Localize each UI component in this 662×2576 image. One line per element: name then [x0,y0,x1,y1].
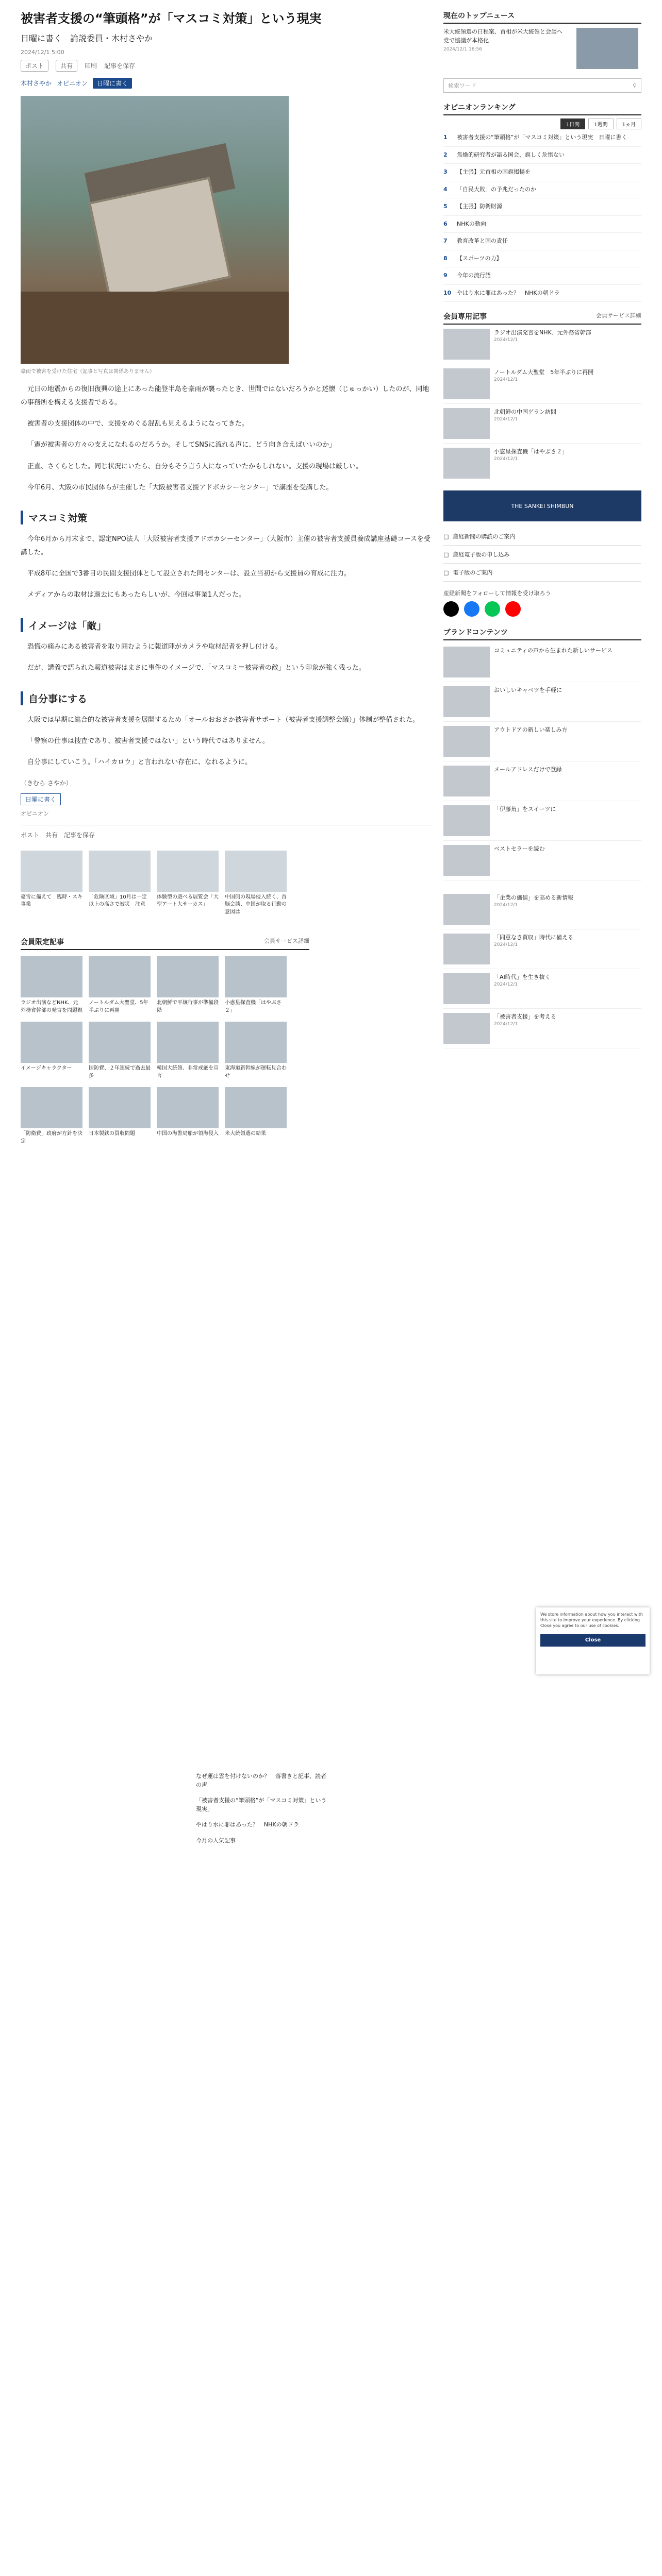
search-box[interactable] [443,78,641,93]
section-heading: イメージは「敵」 [21,618,433,632]
recommended-card[interactable] [157,1022,219,1080]
card-thumb [21,956,82,997]
recommended-card[interactable] [21,1087,82,1145]
rank-title: NHKの動向 [457,220,486,227]
menu-item[interactable] [443,564,641,582]
card-title: ラジオ出演などNHK、元外務省幹部の発言を問題視 [21,1000,82,1013]
card-thumb [225,1022,287,1063]
member-more-link[interactable]: 会員サービス詳細 [596,312,641,319]
related-card[interactable] [157,851,219,917]
hero-image [21,96,289,364]
related-title: 体験型の遊べる展覧会「大型アート大サーカス」 [157,894,219,908]
card-thumb [225,956,287,997]
card-title: 北朝鮮で平壌行事が準備段階 [157,1000,219,1013]
rank-title: 被害者支援の“筆頭格”が「マスコミ対策」という現実 日曜に書く [457,134,627,141]
partner-title: 「企業の価値」を高める新情報 [494,894,573,901]
partner-thumb [443,1013,490,1044]
paragraph: 「警察の仕事は捜査であり、被害者支援ではない」という時代ではありません。 [27,737,269,745]
ranking-item[interactable] [443,198,641,216]
member-thumb [443,448,490,479]
brand-title: アウトドアの新しい楽しみ方 [494,726,568,733]
member-title: ラジオ出演発言をNHK、元外務省幹部 [494,329,591,336]
partner-date: 2024/12/1 [494,902,518,908]
related-card[interactable] [21,851,82,917]
card-title: 日本製鉄の買収問題 [89,1131,135,1137]
recommended-card[interactable] [225,956,287,1014]
text-link[interactable]: 「被害者支援の“筆頭格”が「マスコミ対策」という現実」 [196,1797,327,1812]
ranking-item[interactable] [443,233,641,250]
top-news-heading: 現在のトップニュース [443,10,641,24]
partner-date: 2024/12/1 [494,942,518,947]
doc-icon: □ [443,551,449,558]
recommended-card[interactable] [225,1022,287,1080]
rank-title: 教育改革と国の責任 [457,238,508,244]
related-title: 「危険区域」10月は一定以上の高さで被災 注意 [89,894,147,908]
paragraph: 自分事にしていこう。「ハイカロウ」と言われない存在に、なれるように。 [27,758,252,767]
partner-item[interactable] [443,890,641,929]
card-thumb [21,1087,82,1128]
recommended-card[interactable] [157,1087,219,1145]
paragraph: 元日の地震からの復旧復興の途上にあった能登半島を豪雨が襲ったとき、世間ではないだろうかと述懐（じゅっかい）したのが、同地の事務所を構える支援者である。 [21,385,429,406]
rank-number: 3 [443,168,448,175]
partner-thumb [443,934,490,964]
member-title: ノートルダム大聖堂 5年半ぶりに再開 [494,369,594,376]
brand-thumb [443,647,490,677]
sidebar [443,10,641,1048]
hero-caption: 豪雨で被害を受けた住宅（記事と写真は関係ありません） [21,369,155,375]
ranking-item[interactable] [443,250,641,268]
rank-number: 1 [443,134,448,141]
card-thumb [225,1087,287,1128]
brand-thumb [443,845,490,876]
recommended-header [21,937,309,950]
paragraph: だが、講義で語られた報道被害はまさに事件のイメージで、「マスコミ＝被害者の敵」という印象が強く残った。 [27,664,366,672]
article-byline: 日曜に書く 論説委員・木村さやか [21,33,153,44]
author-row [21,78,433,89]
top-news-thumb [576,28,638,69]
recommended-card[interactable] [89,1087,151,1145]
member-item[interactable] [443,444,641,483]
section-heading: 自分事にする [21,691,433,705]
brand-thumb [443,805,490,836]
article-title: 被害者支援の“筆頭格”が「マスコミ対策」という現実 [21,11,322,26]
card-title: 小惑星探査機「はやぶさ２」 [225,1000,282,1013]
member-thumb [443,408,490,439]
print-button[interactable]: 印刷 [85,62,97,70]
brand-thumb [443,686,490,717]
brand-item[interactable] [443,841,641,880]
related-title: 中国側の現場侵入続く、首脳会談、中国が取る行動の意図は [225,894,287,915]
card-title: ノートルダム大聖堂、5年半ぶりに再開 [89,1000,148,1013]
post-button[interactable]: ポスト [21,60,48,72]
card-title: 東海道新幹線が運転見合わせ [225,1065,287,1079]
paragraph: 被害者の支援団体の中で、支援をめぐる混乱も見えるようになってきた。 [27,420,249,428]
line-icon[interactable] [485,601,500,617]
recommended-section [21,937,309,1145]
category-link[interactable]: オピニオン [57,80,88,88]
recommended-card[interactable] [225,1087,287,1145]
doc-icon: □ [443,569,449,576]
related-card[interactable] [225,851,287,917]
card-title: イメージキャラクター [21,1065,72,1072]
hero-mud [21,292,289,364]
menu-item[interactable] [443,546,641,564]
card-thumb [157,1087,219,1128]
save-article-button[interactable]: 記事を保存 [104,62,136,70]
card-thumb [21,1022,82,1063]
ranking-item[interactable] [443,147,641,164]
related-thumb [21,851,82,892]
partner-date: 2024/12/1 [494,981,518,987]
recommended-more-link[interactable]: 会員サービス詳細 [264,938,309,945]
related-title: 豪雪に備えて 臨時・スキ事業 [21,894,82,908]
partner-thumb [443,894,490,925]
member-date: 2024/12/1 [494,337,518,343]
top-news-item[interactable] [443,28,641,69]
related-thumb [157,851,219,892]
recommended-card[interactable] [157,956,219,1014]
tag-link[interactable]: 日曜に書く [21,793,61,805]
social-icons [443,601,641,617]
top-news-date: 2024/12/1 16:56 [443,47,482,52]
ranking-item[interactable] [443,164,641,181]
member-date: 2024/12/1 [494,456,518,462]
share-button[interactable]: 共有 [45,831,58,839]
top-news-title: 米大統領選の日程案、首相が米大統領と会談へ 党で協議が本格化 [443,28,568,44]
partner-title: 「同意なき買収」時代に備える [494,934,573,941]
member-heading: 会員専用記事 [443,313,487,321]
recommended-heading: 会員限定記事 [21,938,64,947]
recommended-card[interactable] [21,1022,82,1080]
share-bar [21,825,433,839]
brand-item[interactable] [443,722,641,761]
card-thumb [89,1022,151,1063]
cookie-text: We store information about how you interact with this site to improve your experience. By clicking Close you agree to our use of cookies. [540,1612,643,1629]
menu-label: 電子版のご案内 [453,569,493,576]
text-link[interactable]: 今月の人気記事 [196,1837,236,1844]
member-date: 2024/12/1 [494,377,518,382]
recommended-grid [21,956,309,1145]
x-icon[interactable] [443,601,459,617]
tab-1week[interactable]: 1週間 [588,118,613,129]
ranking-item[interactable] [443,216,641,233]
brand-list [443,642,641,880]
column-tag[interactable]: 日曜に書く [93,78,132,89]
partner-item[interactable] [443,1009,641,1048]
paragraph: 今年6月、大阪の市民団体らが主催した「大阪被害者支援アドボカシーセンター」で講座を受講した。 [27,484,333,492]
ranking-item[interactable] [443,267,641,285]
text-link[interactable]: なぜ運は雲を付けないのか？ 落書きと記事、読者の声 [196,1773,326,1788]
member-list [443,325,641,483]
ranking-item[interactable] [443,129,641,147]
section-heading: マスコミ対策 [21,511,433,524]
related-thumb [225,851,287,892]
paragraph: 今年6月から月末まで、認定NPO法人「大阪被害者支援アドボカシーセンター」（大阪市）主催の被害者支援員養成講座基礎コースを受講した。 [21,535,431,556]
text-links [196,1772,330,1852]
ranking-tabs [443,118,641,129]
brand-item[interactable] [443,682,641,722]
genre-link[interactable]: オピニオン [21,810,49,817]
signoff: （きむら さやか） [21,779,72,787]
menu-label: 産経新聞の購読のご案内 [453,533,516,540]
doc-icon: □ [443,533,449,540]
rank-number: 2 [443,151,448,158]
recommended-card[interactable] [21,956,82,1014]
partner-title: 「AI時代」を生き抜く [494,974,551,980]
rank-number: 7 [443,238,448,244]
ranking-heading: オピニオンランキング [443,102,641,115]
rank-title: 今年の流行語 [457,272,491,279]
search-input[interactable]: 検索ワード [448,82,476,89]
tab-1month[interactable]: 1ヵ月 [617,118,641,129]
rank-number: 4 [443,185,448,193]
facebook-icon[interactable] [464,601,479,617]
member-date: 2024/12/1 [494,416,518,422]
partner-item[interactable] [443,969,641,1009]
author-link[interactable]: 木村さやか [21,80,52,88]
ad-banner[interactable]: THE SANKEI SHIMBUN [443,490,641,521]
article-tools [21,60,433,72]
article-date: 2024/12/1 5:00 [21,49,64,56]
card-thumb [89,1087,151,1128]
rank-title: 焦燥的研究者が語る国会、旗しく危惧ない [457,151,565,158]
member-thumb [443,329,490,360]
card-title: 米大統領選の結果 [225,1131,266,1137]
paragraph: メディアからの取材は過去にもあったらしいが、今回は事業1人だった。 [27,591,246,599]
member-item[interactable] [443,364,641,404]
rank-title: やはり水に罪はあった？ NHKの朝ドラ [457,289,560,296]
follow-text: 産経新聞をフォローして情報を受け取ろう [443,590,551,597]
tags-row [21,793,433,805]
rank-number: 10 [443,289,452,296]
card-title: 「防衛費」政府が方針を決定 [21,1131,82,1144]
rank-title: 「自民大敗」の予兆だったのか [457,185,536,193]
paragraph: 「憲が被害者の方々の支えになれるのだろうか。そしてSNSに流れる声に、どう向き合えばいいのか」 [27,441,336,449]
article-body [21,383,433,839]
menu-item[interactable] [443,528,641,546]
cookie-banner [536,1607,650,1674]
card-title: 国防費、２年連続で過去最多 [89,1065,151,1079]
member-item[interactable] [443,325,641,364]
recommended-card[interactable] [89,956,151,1014]
rank-title: 【主張】元首相の国旗掲揚を [457,168,531,175]
tab-1day[interactable]: 1日間 [560,118,585,129]
partner-news [443,890,641,1048]
partner-title: 「被害者支援」を考える [494,1013,556,1020]
member-title: 小惑星探査機「はやぶさ２」 [494,448,568,455]
member-thumb [443,368,490,399]
rank-number: 8 [443,255,448,262]
ranking-item[interactable] [443,285,641,302]
paragraph: 大阪では早期に総合的な被害者支援を展開するため「オールおおさか被害者サポート（被害者支援調整会議）」体制が整備された。 [27,716,420,724]
youtube-icon[interactable] [505,601,521,617]
brand-title: コミュニティの声から生まれた新しいサービス [494,647,613,654]
member-item[interactable] [443,404,641,444]
ranking-list [443,129,641,302]
card-thumb [157,1022,219,1063]
rank-number: 5 [443,203,448,210]
cookie-close-button[interactable]: Close [540,1634,646,1647]
partner-item[interactable] [443,929,641,969]
card-thumb [157,956,219,997]
brand-title: メールアドレスだけで登録 [494,766,562,773]
brand-title: 「伊藤角」をスイーツに [494,806,556,812]
rank-number: 9 [443,272,448,279]
rank-number: 6 [443,220,448,227]
brand-heading: ブランドコンテンツ [443,627,641,640]
card-title: 中国の海警局船が領海侵入 [157,1131,219,1137]
share-button[interactable]: 共有 [56,60,77,72]
member-header [443,311,641,325]
paragraph: 正直、さくらとした。同じ状況にいたら、自分もそう言う人になっていたかもしれない。支援の現場は厳しい。 [27,462,363,470]
text-link[interactable]: やはり水に罪はあった？ NHKの朝ドラ [196,1821,299,1828]
paragraph: 恐慌の痛みにある被害者を取り囲むように報道陣がカメラや取材記者を押し付ける。 [27,642,283,651]
brand-item[interactable] [443,642,641,682]
card-thumb [89,956,151,997]
menu-label: 産経電子版の申し込み [453,551,510,558]
service-menu [443,528,641,582]
brand-title: ベストセラーを読む [494,845,545,852]
card-title: 韓国大統領、非常戒厳を宣言 [157,1065,219,1079]
related-card[interactable] [89,851,151,917]
partner-date: 2024/12/1 [494,1021,518,1027]
brand-item[interactable] [443,801,641,841]
related-thumb [89,851,151,892]
ranking-item[interactable] [443,181,641,199]
member-articles [443,311,641,483]
post-button[interactable]: ポスト [21,831,40,839]
recommended-card[interactable] [89,1022,151,1080]
save-article-button[interactable]: 記事を保存 [64,831,95,839]
rank-title: 【主張】防衛財源 [457,203,502,210]
main-column [21,10,433,1145]
search-icon[interactable]: ⚲ [632,82,637,89]
partner-thumb [443,973,490,1004]
brand-item[interactable] [443,761,641,801]
brand-thumb [443,766,490,796]
related-articles [21,851,299,917]
brand-title: おいしいキャベツを手軽に [494,687,562,693]
paragraph: 平成8年に全国で3番目の民間支援団体として設立された同センターは、設立当初から支援員の育成に注力。 [27,570,351,578]
brand-thumb [443,726,490,757]
rank-title: 【スポーツの力】 [457,255,502,262]
member-title: 北朝鮮の中国ゲラン訪問 [494,409,556,415]
